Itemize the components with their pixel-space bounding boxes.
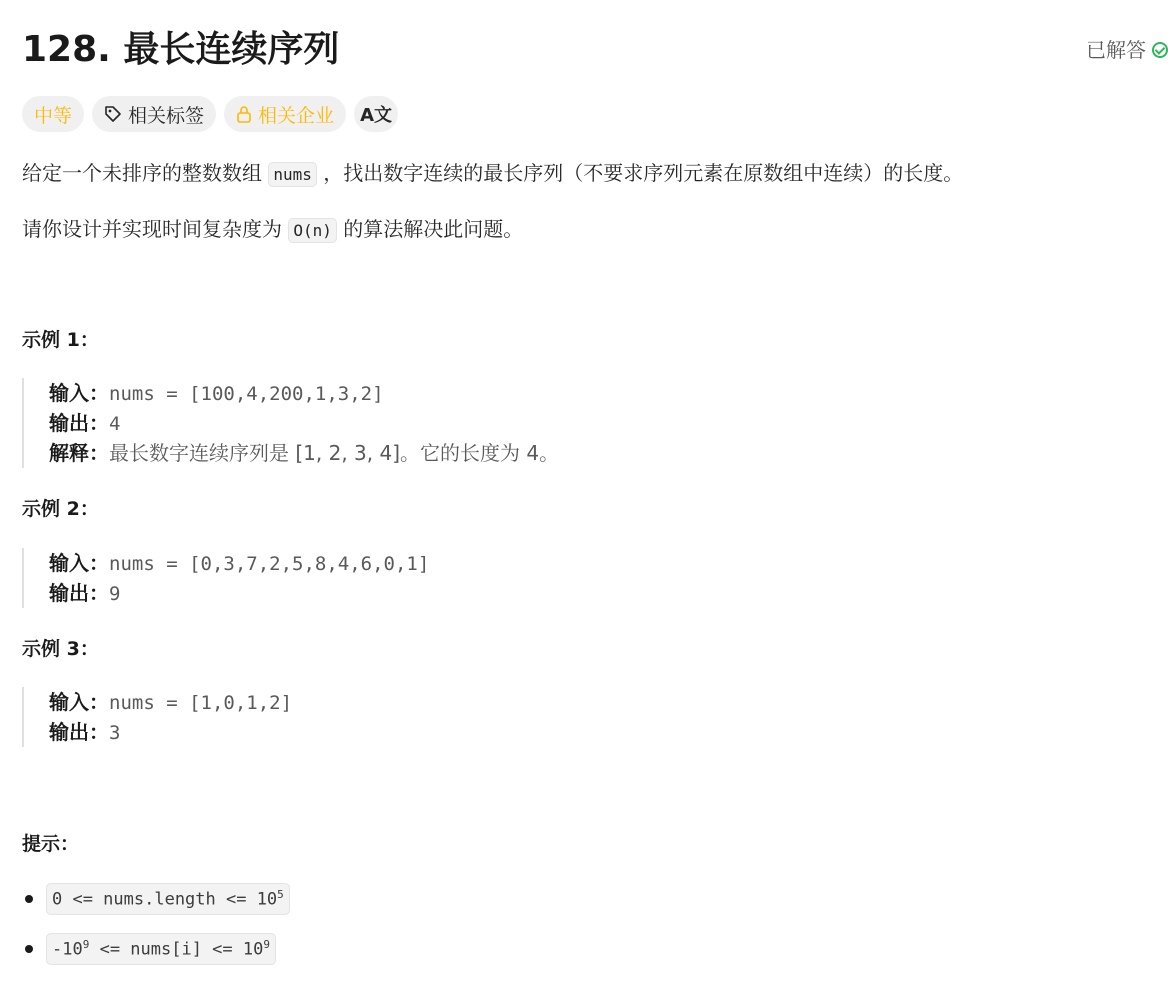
example-output [49, 717, 292, 747]
tag-bar [22, 96, 398, 132]
inline-code: O(n) [288, 218, 337, 243]
input-value: nums = [0,3,7,2,5,8,4,6,0,1] [109, 553, 430, 575]
example-heading: 示例 2： [22, 498, 99, 520]
output-label: 输出： [49, 720, 109, 744]
hint-exponent: 5 [277, 888, 284, 901]
input-label: 输入： [49, 690, 109, 714]
solved-label: 已解答 [1086, 38, 1146, 62]
check-circle-icon [1152, 42, 1168, 58]
hint-text: <= nums[i] <= 10 [89, 939, 264, 960]
example-input [49, 548, 429, 578]
example-heading: 示例 1： [22, 329, 99, 351]
hint-text: -10 [52, 939, 83, 960]
lock-icon [236, 105, 252, 123]
example-block [22, 548, 429, 608]
list-item [22, 883, 290, 933]
output-label: 输出： [49, 581, 109, 605]
output-value: 4 [109, 413, 121, 435]
explanation-label: 解释： [49, 441, 109, 465]
hint-code [46, 883, 290, 915]
translate-icon: A文 [360, 105, 393, 126]
difficulty-badge[interactable]: 中等 [22, 96, 84, 132]
example-input [49, 378, 559, 408]
list-item [22, 933, 290, 983]
hint-exponent: 9 [263, 938, 270, 951]
example-input [49, 687, 292, 717]
input-value: nums = [1,0,1,2] [109, 692, 293, 714]
hint-exponent: 9 [82, 938, 90, 951]
hint-code [46, 933, 276, 965]
input-label: 输入： [49, 551, 109, 575]
description-text: 请你设计并实现时间复杂度为 [22, 217, 282, 241]
hint-text: 0 <= nums.length <= 10 [52, 889, 278, 910]
example-explanation [49, 438, 559, 468]
example-block [22, 378, 559, 468]
tag-icon [104, 105, 122, 123]
example-output [49, 578, 429, 608]
input-value: nums = [100,4,200,1,3,2] [109, 383, 384, 405]
example-heading: 示例 3： [22, 638, 99, 660]
related-tags-button[interactable] [92, 96, 216, 132]
hints-list [22, 883, 290, 983]
bullet [25, 945, 33, 953]
output-label: 输出： [49, 411, 109, 435]
description-text: 给定一个未排序的整数数组 [22, 161, 262, 185]
related-companies-label: 相关企业 [258, 104, 335, 127]
output-value: 3 [109, 722, 121, 744]
problem-title[interactable]: 128. 最长连续序列 [22, 29, 340, 70]
description-paragraph-1 [22, 158, 963, 190]
input-label: 输入： [49, 381, 109, 405]
hints-heading: 提示： [22, 833, 80, 855]
related-tags-label: 相关标签 [128, 104, 205, 127]
description-paragraph-2 [22, 214, 523, 246]
solved-status[interactable] [1086, 36, 1168, 64]
description-text: 的算法解决此问题。 [343, 217, 524, 241]
output-value: 9 [109, 583, 121, 605]
example-block [22, 687, 292, 747]
inline-code: nums [268, 162, 317, 187]
explanation-value: 最长数字连续序列是 [1, 2, 3, 4]。它的长度为 4。 [109, 441, 560, 465]
description-text: ，找出数字连续的最长序列（不要求序列元素在原数组中连续）的长度。 [323, 161, 964, 185]
bullet [25, 895, 33, 903]
example-output [49, 408, 559, 438]
related-companies-button[interactable] [224, 96, 346, 132]
translate-button[interactable] [354, 96, 398, 132]
